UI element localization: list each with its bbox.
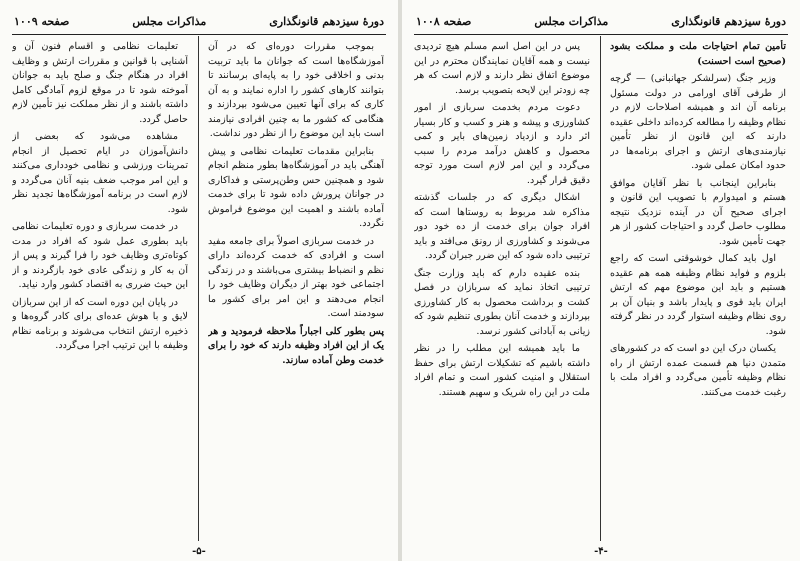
right-column-divider <box>600 36 601 541</box>
right-header-period: دورهٔ سیزدهم قانونگذاری <box>671 14 786 28</box>
paragraph: یکسان درک این دو است که در کشورهای متمدن دنیا هم قسمت عمده ارتش از راه نظام وظیفه تأمین می‌گردد و افراد ملت با رغبت خدمت می‌کنند. <box>610 343 786 398</box>
right-page <box>402 0 800 561</box>
left-header-page-number: صفحه ۱۰۰۹ <box>14 14 70 28</box>
paragraph: تعلیمات نظامی و اقسام فنون آن و آشنایی با قوانین و مقررات ارتش و وظایف افراد در هنگام جنگ و صلح باید به جوانان آموخته شود تا در موقع لزوم آمادگی کامل داشته باشند و از نظر مملکت نیز تأمین لازم حاصل گردد. <box>12 41 188 125</box>
paragraph: اشکال دیگری که در جلسات گذشته مذاکره شد مربوط به روستاها است که افراد جوان برای خدمت از ده خود دور می‌شوند و کشاورزی از رونق می‌افتد و باید ترتیبی داده شود که این ضرر جبران گردد. <box>414 192 590 261</box>
left-column-divider <box>198 36 199 541</box>
left-header-rule <box>12 34 386 35</box>
left-page-column-right <box>208 40 384 539</box>
paragraph: پس در این اصل اسم مسلم هیچ تردیدی نیست و همه آقایان نمایندگان محترم در این موضوع اتفاق نظر دارند و لازم است که هر چه زودتر این لایحه بتصویب برسد. <box>414 41 590 96</box>
paragraph: در پایان این دوره است که از این سربازان لایق و با هوش عده‌ای برای کادر گروه‌ها و ذخیره ارتش انتخاب می‌شوند و برنامه نظام وظیفه با این ترتیب اجرا می‌گردد. <box>12 296 188 351</box>
paragraph: بنابراین اینجانب با نظر آقایان موافق هستم و امیدوارم با تصویب این قانون و اجرای صحیح آن در آینده نزدیک نتیجه مطلوب حاصل گردد و احتیاجات کشور از هر جهت تأمین شود. <box>610 177 786 247</box>
paragraph: مشاهده می‌شود که بعضی از دانش‌آموزان در ایام تحصیل از انجام تمرینات ورزشی و نظامی خودداری می‌کنند و این امر موجب ضعف بنیه آنان می‌گردد و لازم است در برنامه آموزشگاه‌ها تجدید نظر شود. <box>12 131 188 215</box>
right-page-header <box>416 10 786 32</box>
right-header-rule <box>414 34 788 35</box>
left-page-header <box>14 10 384 32</box>
left-page-column-left <box>12 40 188 539</box>
right-header-session: مذاکرات مجلس <box>534 14 609 28</box>
paragraph: ما باید همیشه این مطلب را در نظر داشته باشیم که تشکیلات ارتش برای حفظ استقلال و امنیت کشور است و تمام افراد ملت در این راه شریک و سهیم هستند. <box>414 343 590 398</box>
paragraph: تأمین تمام احتیاجات ملت و مملکت بشود (صحیح است احسنت) <box>610 41 786 67</box>
left-header-session: مذاکرات مجلس <box>132 14 207 28</box>
paragraph: بنده عقیده دارم که باید وزارت جنگ ترتیبی اتخاذ نماید که سربازان در فصل کشت و برداشت محصول به کار کشاورزی بپردازند و خدمت آنان بطوری تنظیم شود که زیانی به آبادانی کشور نرسد. <box>414 267 590 337</box>
paragraph: در خدمت سربازی اصولاً برای جامعه مفید است و افرادی که خدمت کرده‌اند دارای نظم و انضباط بیشتری می‌باشند و در زندگی اجتماعی خود بهتر از دیگران وظایف خود را انجام می‌دهند و این امر برای کشور ما سودمند است. <box>208 235 384 319</box>
paragraph: دعوت مردم بخدمت سربازی از امور کشاورزی و پیشه و هنر و کسب و کار بسیار اثر دارد و ازدیاد زمین‌های بایر و کمی محصول و کاهش درآمد مردم را سبب می‌گردد و این امر لازم است مورد توجه دقیق قرار گیرد. <box>414 102 590 186</box>
left-page-footer-number: -۵- <box>192 546 206 557</box>
paragraph: بموجب مقررات دوره‌ای که در آن آموزشگاه‌ها است که جوانان ما باید تربیت بدنی و اخلاقی خود را به پایه‌ای برسانند تا بتوانند کارهای کشور را اداره نمایند و به آن کاری که برای آنها تعیین می‌شود بپردازند و هنگامی که کشور ما به چنین افرادی نیازمند است باید این موضوع را از نظر دور نداشت. <box>208 41 384 139</box>
right-header-page-number: صفحه ۱۰۰۸ <box>416 14 472 28</box>
paragraph: پس بطور کلی اجباراً ملاحظه فرمودید و هر یک از این افراد وظیفه دارند که خود را برای خدمت وطن آماده سازند. <box>208 325 384 366</box>
right-page-column-right <box>610 40 786 539</box>
left-header-period: دورهٔ سیزدهم قانونگذاری <box>269 14 384 28</box>
right-page-footer-number: -۴- <box>594 546 608 557</box>
paragraph: در خدمت سربازی و دوره تعلیمات نظامی باید بطوری عمل شود که افراد در مدت کوتاه‌تری وظایف خود را فرا گیرند و پس از آن به کار و زندگی عادی خود بازگردند و از این حیث ضرری به اقتصاد کشور وارد نیاید. <box>12 221 188 290</box>
paragraph: وزیر جنگ (سرلشکر جهانبانی) — گرچه از طرفی آقای اورامی در دولت مسئول برنامه آن اند و همیشه اصلاحات لازم در نظام وظیفه را مطالعه کرده‌اند داخلی عقیده دارند که این قانون از نظر تأمین نیازمندی‌های ارتش و اجرای برنامه‌ها در حدود امکان عملی شود. <box>610 73 786 171</box>
left-page <box>0 0 398 561</box>
right-page-column-left <box>414 40 590 539</box>
paragraph: بنابراین مقدمات تعلیمات نظامی و پیش آهنگی باید در آموزشگاه‌ها بطور منظم انجام شود و همچنین حس وطن‌پرستی و فداکاری در جوانان پرورش داده شود تا برای خدمت آماده باشند و اهمیت این موضوع فراموش نگردد. <box>208 145 384 229</box>
paragraph: اول باید کمال خوشوقتی است که راجع بلزوم و فواید نظام وظیفه همه هم عقیده هستیم و باید این موضوع مهم که ارتش ایران باید قوی و پایدار باشد و بنیان آن بر روی نظام وظیفه استوار گردد در نظر گرفته شود. <box>610 253 786 337</box>
